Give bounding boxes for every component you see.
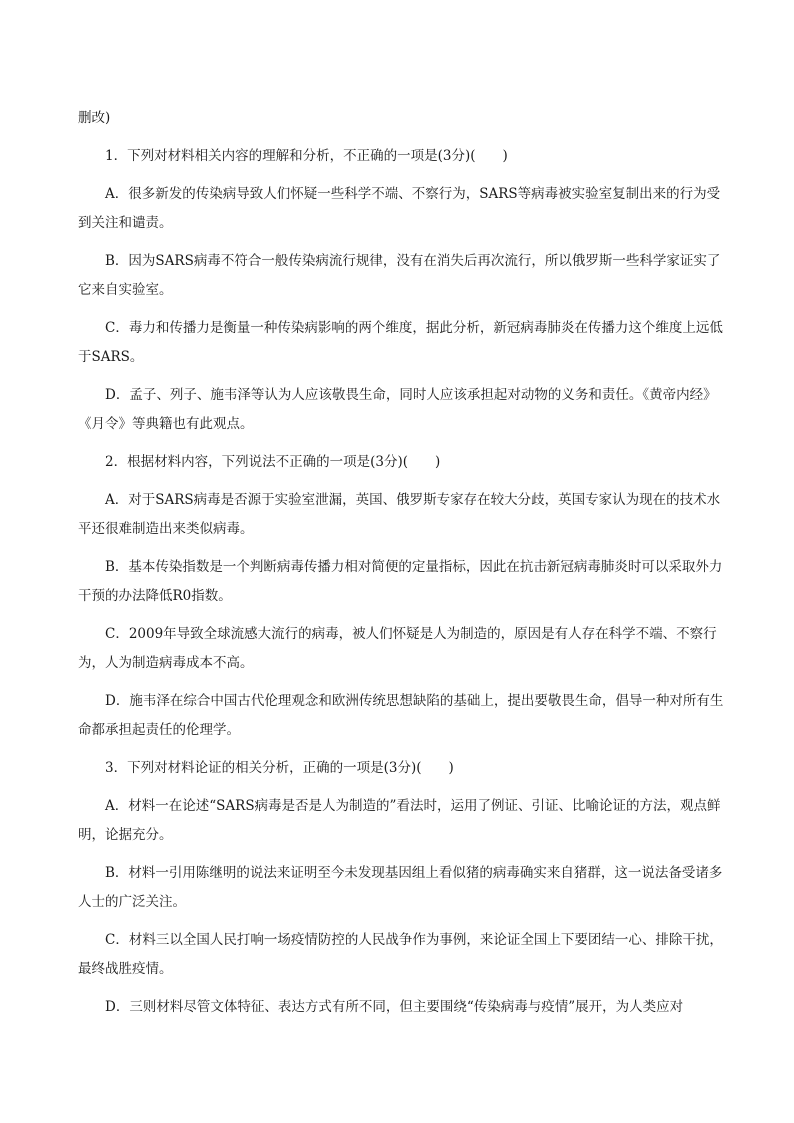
question-3-option-d: D．三则材料尽管文体特征、表达方式有所不同，但主要围绕“传染病毒与疫情”展开，为人类应对 <box>105 999 684 1015</box>
question-2-option-c: C．2009年导致全球流感大流行的病毒，被人们怀疑是人为制造的，原因是有人存在科学不端、不察行为，人为制造病毒成本不高。 <box>78 626 717 671</box>
question-2-option-b: B．基本传染指数是一个判断病毒传播力相对简便的定量指标，因此在抗击新冠病毒肺炎时可以采取外力干预的办法降低R0指数。 <box>78 559 723 604</box>
question-3-stem: 3．下列对材料论证的相关分析，正确的一项是(3分)( ) <box>105 760 454 776</box>
question-3-option-c: C．材料三以全国人民打响一场疫情防控的人民战争作为事例，来论证全国上下要团结一心、排除干扰，最终战胜疫情。 <box>78 932 723 977</box>
question-1-stem: 1．下列对材料相关内容的理解和分析，不正确的一项是(3分)( ) <box>105 148 508 164</box>
question-2-option-a: A．对于SARS病毒是否源于实验室泄漏，英国、俄罗斯专家存在较大分歧，英国专家认为现在的技术水平还很难制造出来类似病毒。 <box>78 492 721 537</box>
continuation-text: 删改) <box>78 110 111 126</box>
question-1-option-b: B．因为SARS病毒不符合一般传染病流行规律，没有在消失后再次流行，所以俄罗斯一些科学家证实了它来自实验室。 <box>78 253 721 298</box>
question-1-option-d: D．孟子、列子、施韦泽等认为人应该敬畏生命，同时人应该承担起对动物的义务和责任。《黄帝内经》《月令》等典籍也有此观点。 <box>78 387 717 432</box>
question-1-option-c: C．毒力和传播力是衡量一种传染病影响的两个维度，据此分析，新冠病毒肺炎在传播力这个维度上远低于SARS。 <box>78 320 723 365</box>
question-1-option-a: A．很多新发的传染病导致人们怀疑一些科学不端、不察行为，SARS等病毒被实验室复制出来的行为受到关注和谴责。 <box>78 186 721 231</box>
question-3-option-b: B．材料一引用陈继明的说法来证明至今未发现基因组上看似猪的病毒确实来自猪群，这一说法备受诸多人士的广泛关注。 <box>78 865 723 910</box>
question-3-option-a: A．材料一在论述“SARS病毒是否是人为制造的”看法时，运用了例证、引证、比喻论证的方法，观点鲜明，论据充分。 <box>78 798 721 843</box>
question-2-stem: 2．根据材料内容，下列说法不正确的一项是(3分)( ) <box>105 454 441 470</box>
question-2-option-d: D．施韦泽在综合中国古代伦理观念和欧洲传统思想缺陷的基础上，提出要敬畏生命，倡导一种对所有生命都承担起责任的伦理学。 <box>78 693 724 738</box>
document-body <box>78 104 724 1031</box>
